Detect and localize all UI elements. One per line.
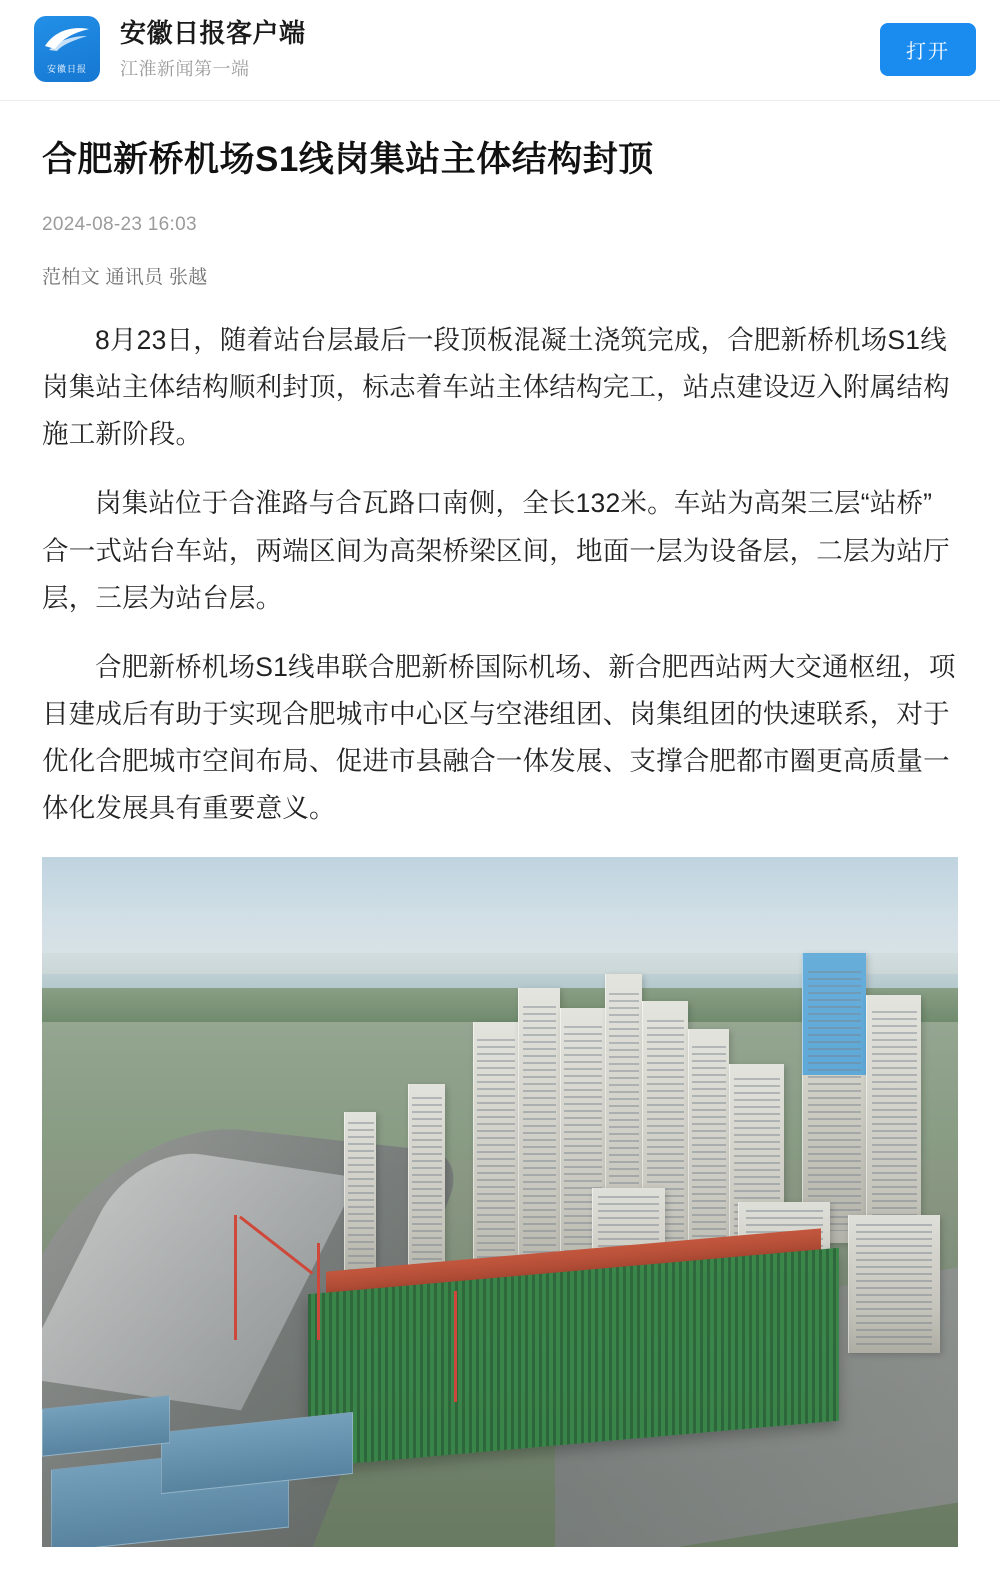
page-title: 合肥新桥机场S1线岗集站主体结构封顶 [42,140,654,179]
app-meta [120,17,880,82]
app-logo-icon [34,16,100,82]
article-paragraph: 8月23日，随着站台层最后一段顶板混凝土浇筑完成，合肥新桥机场S1线岗集站主体结构顺利封顶，标志着车站主体结构完工，站点建设迈入附属结构施工新阶段。 [42,325,950,450]
app-promo-bar [0,0,1000,101]
article-body [0,101,1000,1547]
article-paragraph: 岗集站位于合淮路与合瓦路口南侧，全长132米。车站为高架三层“站桥”合一式站台车站，两端区间为高架桥梁区间，地面一层为设备层，二层为站厅层，三层为站台层。 [42,488,950,613]
article-paragraph: 合肥新桥机场S1线串联合肥新桥国际机场、新合肥西站两大交通枢纽，项目建成后有助于实现合肥城市中心区与空港组团、岗集组团的快速联系，对于优化合肥城市空间布局、促进市县融合一体发展、支撑合肥都市圈更高质量一体化发展具有重要意义。 [42,651,956,824]
app-slogan: 江淮新闻第一端 [120,59,250,80]
open-app-button[interactable]: 打开 [880,23,976,76]
construction-site-aerial-photo [42,857,958,1547]
app-logo-text: 安徽日报 [46,65,87,75]
byline: 范柏文 通讯员 张越 [42,267,208,288]
article-paragraphs [42,317,958,833]
publish-timestamp: 2024-08-23 16:03 [42,214,197,235]
photo-canvas [42,857,958,1547]
swoosh-icon [43,26,91,52]
app-name: 安徽日报客户端 [120,17,306,48]
